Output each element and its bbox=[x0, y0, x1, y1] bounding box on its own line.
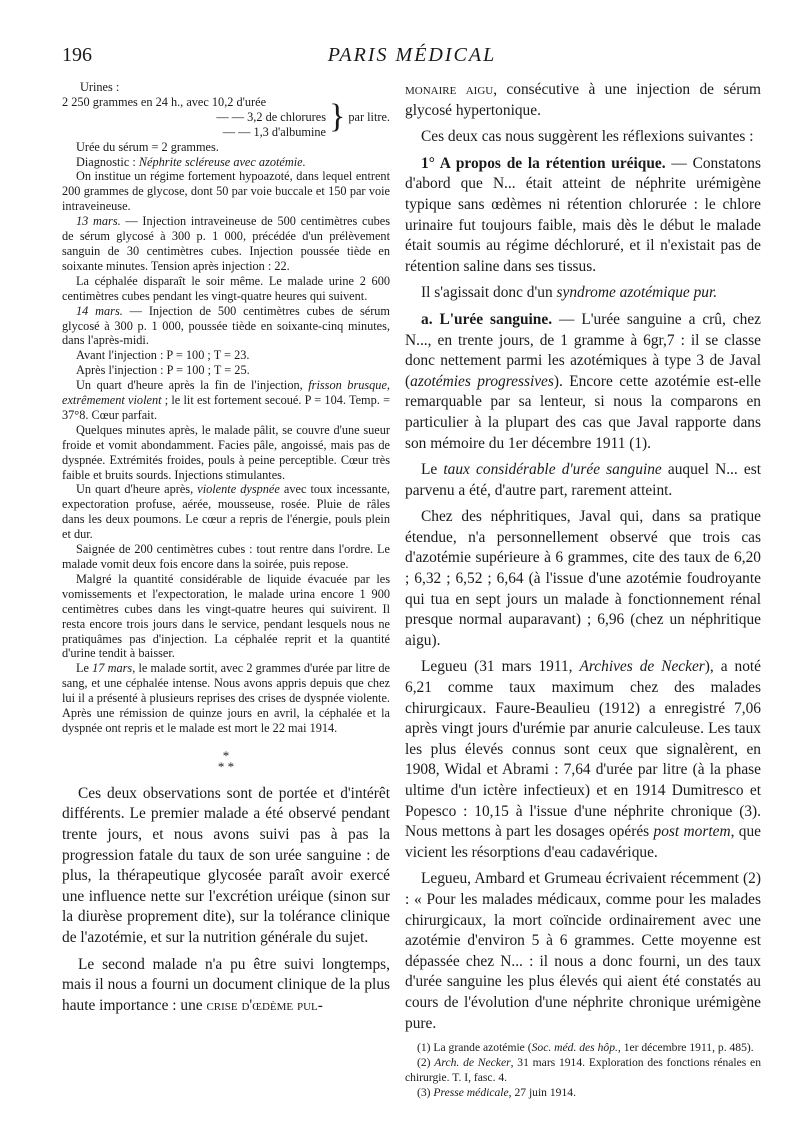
paragraph: Un quart d'heure après, violente dyspnée avec toux incessante, expectoration profuse, aérée, mousseuse, rosée. Pluie de râles dans les deux poumons. Le cœur a repris de l'énergie, pouls plein et dur. bbox=[62, 482, 390, 542]
footnote: (3) Presse médicale, 27 juin 1914. bbox=[417, 1086, 576, 1100]
paragraph: Il s'agissait donc d'un syndrome azotémique pur. bbox=[421, 284, 718, 302]
urine-line-2: — — 3,2 de chlorures bbox=[216, 109, 327, 124]
discussion-text-continued bbox=[405, 80, 761, 1034]
paragraph: Le taux considérable d'urée sanguine auquel N... est parvenu a été, d'autre part, rarement atteint. bbox=[405, 461, 761, 499]
paragraph: Le 17 mars, le malade sortit, avec 2 grammes d'urée par litre de sang, et une céphalée intense. Nous avons appris depuis que chez lui il a présenté à plusieurs reprises des crises de dyspnée violente. Après une rémission de quinze jours en avril, la céphalée et la dyspnée ont repris et le malade est mort le 22 mai 1914. bbox=[62, 661, 390, 735]
paragraph: Saignée de 200 centimètres cubes : tout rentre dans l'ordre. Le malade vomit deux fois encore dans la soirée, puis repose. bbox=[62, 542, 390, 571]
paragraph: monaire aigu, consécutive à une injection de sérum glycosé hypertonique. bbox=[405, 81, 761, 119]
paragraph: Urée du sérum = 2 grammes. bbox=[76, 139, 219, 154]
urine-table bbox=[62, 80, 390, 140]
running-title: PARIS MÉDICAL bbox=[327, 44, 497, 66]
urine-line-3: — — 1,3 d'albumine bbox=[222, 124, 327, 139]
paragraph: Ces deux cas nous suggèrent les réflexions suivantes : bbox=[421, 128, 754, 146]
paragraph: 1° A propos de la rétention uréique. — Constatons d'abord que N... était atteint de néphrite urémigène typique sans œdèmes ni rétention chlorurée : le chlore urinaire fut toujours faible, mais dès le début le malade était soumis au régime déchloruré, et il n'existait pas de rétention saline dans ses tissus. bbox=[405, 154, 761, 275]
paragraph: Chez des néphritiques, Javal qui, dans sa pratique étendue, n'a personnellement observé que trois cas d'azotémie supérieure à 6 grammes, cite des taux de 6,20 ; 6,32 ; 6,52 ; 6,64 (à l'issue d'une azotémie foudroyante qui tua en sept jours un malade à fonctionnement rénal presque normal auparavant) ; 6,96 (chez un néphritique aigu). bbox=[405, 508, 761, 649]
brace-symbol: } bbox=[329, 98, 346, 136]
discussion-text bbox=[62, 784, 390, 1017]
paragraph: Diagnostic : Néphrite scléreuse avec azotémie. bbox=[76, 154, 306, 169]
paragraph: La céphalée disparaît le soir même. Le malade urine 2 600 centimètres cubes pendant les vingt-quatre heures qui suivent. bbox=[62, 273, 390, 303]
paragraph: a. L'urée sanguine. — L'urée sanguine a crû, chez N..., en trente jours, de 1 gramme à 6gr,7 : il se classe donc nettement parmi les azotémiques à type 3 de Javal (azotémies progressives). Encore cette azotémie est-elle remarquable par sa lenteur, si nous la comparons en particulier à la plupart des cas que Javal rapporte dans son mémoire du 1er décembre 1911 (1). bbox=[405, 310, 761, 452]
urine-line-1: 2 250 grammes en 24 h., avec 10,2 d'urée bbox=[62, 94, 267, 109]
paragraph: Ces deux observations sont de portée et d'intérêt différents. Le premier malade a été observé pendant trente jours, et nous avons suivi pas à pas la progression fatale du taux de son urée sanguine : de plus, la thérapeutique glycosée paraît avoir exercé une influence nette sur l'excrétion uréique (sinon sur la diurèse proprement dite), sur la tolérance clinique de l'azotémie, et sur la nutrition générale du sujet. bbox=[62, 784, 390, 947]
paragraph: Legueu, Ambard et Grumeau écrivaient récemment (2) : « Pour les malades médicaux, comme pour les malades chirurgicaux, la mort coïncide ordinairement avec une azotémie d'environ 5 à 6 grammes. Cette moyenne est dépassée chez N... : il nous a donc fourni, un des taux d'urée sanguine les plus élevés qui aient été constatés au cours de l'évolution d'une néphrite chronique urémigène pure. bbox=[405, 870, 761, 1032]
footnote: (2) Arch. de Necker, 31 mars 1914. Exploration des fonctions rénales en chirurgie. T. I, fasc. 4. bbox=[405, 1056, 762, 1085]
paragraph: Le second malade n'a pu être suivi longtemps, mais il nous a fourni un document clinique de la plus haute importance : une crise d'œdème pul- bbox=[62, 955, 390, 1014]
paragraph: On institue un régime fortement hypoazoté, dans lequel entrent 200 grammes de glycose, dont 50 par voie buccale et 150 par voie intraveineuse. bbox=[62, 169, 390, 214]
section-heading: 1° A propos de la rétention uréique. bbox=[421, 154, 666, 172]
left-column bbox=[62, 80, 390, 1022]
page-header bbox=[62, 44, 762, 74]
paragraph: 14 mars. — Injection de 500 centimètres cubes de sérum glycosé à 300 p. 1 000, poussée tiède en soixante-cinq minutes, dans l'après-midi. bbox=[62, 303, 391, 348]
paragraph: Après l'injection : P = 100 ; T = 25. bbox=[76, 363, 250, 378]
paragraph: Malgré la quantité considérable de liquide évacuée par les vomissements et l'expectoration, le malade urina encore 1 900 centimètres cubes dans les vingt-quatre heures qui suivirent. Il resta encore trois jours dans le service, pendant lesquels nous ne pratiquâmes pas d'injection. La céphalée reprit et la quantité d'urine tendit à baisser. bbox=[62, 571, 390, 661]
section-separator: * * * bbox=[217, 747, 235, 774]
paragraph: Legueu (31 mars 1911, Archives de Necker), a noté 6,21 comme taux maximum chez des malades chirurgicaux. Faure-Beaulieu (1912) a enregistré 7,06 après vingt jours d'urémie par anurie calculeuse. Les taux les plus élevés connus sont ceux que signalèrent, en 1908, Widal et Abrami : 7,64 d'urée par litre (à la phase ultime d'un ictère infectieux) et en 1914 Dumitresco et Popesco : 10,15 à l'issue d'une néphrite chronique (3). Nous mettons à part les dosages opérés post mortem, que vicient les résorptions d'eau cadavérique. bbox=[405, 658, 762, 861]
right-column bbox=[405, 80, 761, 1100]
footnote: (1) La grande azotémie (Soc. méd. des hôp., 1er décembre 1911, p. 485). bbox=[417, 1041, 754, 1055]
subsection-heading: a. L'urée sanguine. bbox=[421, 310, 553, 328]
paragraph: Un quart d'heure après la fin de l'injection, frisson brusque, extrêmement violent ; le lit est fortement secoué. P = 104. Temp. = 37°8. Cœur parfait. bbox=[62, 378, 391, 422]
urines-label: Urines : bbox=[80, 80, 120, 94]
paragraph: Avant l'injection : P = 100 ; T = 23. bbox=[76, 348, 250, 363]
page-number: 196 bbox=[62, 44, 92, 66]
observation-text bbox=[62, 140, 390, 736]
footnotes bbox=[405, 1040, 761, 1100]
urine-unit: par litre. bbox=[348, 109, 390, 124]
paragraph: 13 mars. — Injection intraveineuse de 500 centimètres cubes de sérum glycosé à 300 p. 1 000, précédée d'un prélèvement sanguin de 30 centimètres cubes. Injection poussée tiède en soixante minutes. Tension après injection : 22. bbox=[62, 214, 391, 273]
paragraph: Quelques minutes après, le malade pâlit, se couvre d'une sueur froide et vomit abondamment. Facies pâle, angoissé, mais pas de dyspnée. Extrémités froides, pouls à peine perceptible. Cœur très faible et bruits sourds. Injections stimulantes. bbox=[62, 422, 390, 482]
